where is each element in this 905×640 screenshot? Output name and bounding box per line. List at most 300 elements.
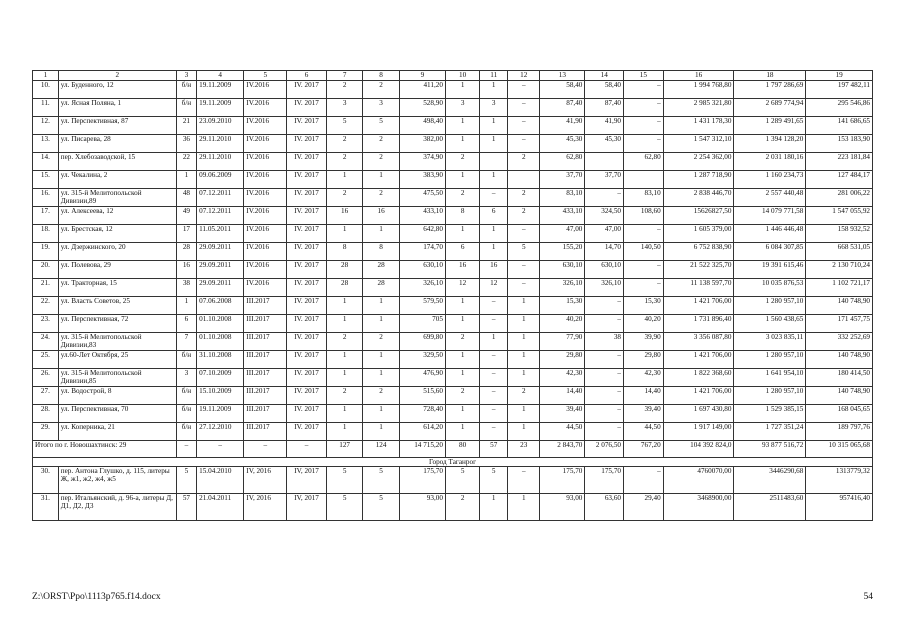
table-cell: 29,40 bbox=[624, 494, 664, 521]
table-cell: 2 bbox=[326, 189, 362, 207]
table-cell: 1 bbox=[508, 315, 540, 333]
table-cell: 1 bbox=[508, 423, 540, 441]
table-cell: 15626827,50 bbox=[663, 207, 734, 225]
table-cell: IV, 2017 bbox=[287, 494, 327, 521]
table-cell: – bbox=[508, 135, 540, 153]
table-cell: III.2017 bbox=[244, 297, 287, 315]
table-cell: 93,00 bbox=[540, 494, 585, 521]
table-cell: – bbox=[287, 441, 327, 458]
table-cell: 767,20 bbox=[624, 441, 664, 458]
table-cell: – bbox=[624, 261, 664, 279]
table-cell: б/н bbox=[176, 351, 196, 369]
table-cell: III.2017 bbox=[244, 405, 287, 423]
table-cell: 23 bbox=[508, 441, 540, 458]
table-cell: 93,00 bbox=[399, 494, 445, 521]
table-cell: 1 bbox=[326, 369, 362, 387]
table-cell: 2 bbox=[363, 135, 399, 153]
table-cell: 1 bbox=[480, 243, 508, 261]
table-cell: – bbox=[585, 351, 624, 369]
table-cell: 180 414,50 bbox=[806, 369, 873, 387]
table-cell: 6 bbox=[445, 243, 479, 261]
table-row bbox=[33, 405, 873, 423]
table-cell: IV. 2017 bbox=[287, 279, 327, 297]
table-cell: 41,90 bbox=[585, 117, 624, 135]
table-cell: 07.12.2011 bbox=[197, 207, 244, 225]
city-row bbox=[33, 458, 873, 467]
table-cell: – bbox=[197, 441, 244, 458]
table-cell: 127 bbox=[326, 441, 362, 458]
table-cell: 326,10 bbox=[399, 279, 445, 297]
table-cell: 140 748,90 bbox=[806, 297, 873, 315]
table-cell: 1 bbox=[33, 71, 59, 81]
table-cell: – bbox=[585, 297, 624, 315]
table-cell: 1 bbox=[326, 297, 362, 315]
table-cell: 16 bbox=[480, 261, 508, 279]
table-cell: 1 bbox=[326, 405, 362, 423]
table-cell: 30. bbox=[33, 467, 59, 494]
table-cell: 62,80 bbox=[540, 153, 585, 171]
table-cell: 44,50 bbox=[624, 423, 664, 441]
table-cell: 1 bbox=[508, 297, 540, 315]
table-cell bbox=[585, 153, 624, 171]
table-cell: 14,40 bbox=[540, 387, 585, 405]
table-cell: – bbox=[585, 369, 624, 387]
table-cell: 29.11.2010 bbox=[197, 135, 244, 153]
table-cell: 175,70 bbox=[540, 467, 585, 494]
table-row bbox=[33, 225, 873, 243]
table-cell: – bbox=[480, 405, 508, 423]
table-cell: IV.2016 bbox=[244, 279, 287, 297]
table-cell: 1 bbox=[445, 225, 479, 243]
table-cell: 2 689 774,94 bbox=[734, 99, 806, 117]
table-row bbox=[33, 171, 873, 189]
table-cell: 28 bbox=[363, 261, 399, 279]
table-cell: 476,90 bbox=[399, 369, 445, 387]
table-cell: IV.2016 bbox=[244, 171, 287, 189]
table-cell: б/н bbox=[176, 423, 196, 441]
table-cell: IV. 2017 bbox=[287, 135, 327, 153]
table-cell: ул. Водострой, 8 bbox=[58, 387, 176, 405]
table-cell: 5 bbox=[326, 467, 362, 494]
table-cell: 168 045,65 bbox=[806, 405, 873, 423]
table-cell bbox=[508, 171, 540, 189]
table-cell: 140 748,90 bbox=[806, 387, 873, 405]
table-cell: IV. 2017 bbox=[287, 369, 327, 387]
table-cell: IV. 2017 bbox=[287, 405, 327, 423]
table-row bbox=[33, 243, 873, 261]
table-cell: 475,50 bbox=[399, 189, 445, 207]
table-cell: 07.12.2011 bbox=[197, 189, 244, 207]
table-cell: 14 715,20 bbox=[399, 441, 445, 458]
table-cell: 1 917 149,00 bbox=[663, 423, 734, 441]
table-cell: 16 bbox=[176, 261, 196, 279]
table-cell: IV. 2017 bbox=[287, 333, 327, 351]
table-cell: 2 bbox=[58, 71, 176, 81]
table-cell: ул. Перспективная, 72 bbox=[58, 315, 176, 333]
table-cell: 38 bbox=[176, 279, 196, 297]
table-row bbox=[33, 117, 873, 135]
table-cell: 1 bbox=[363, 171, 399, 189]
table-cell: 1 560 438,65 bbox=[734, 315, 806, 333]
table-cell: б/н bbox=[176, 81, 196, 99]
table-cell: 705 bbox=[399, 315, 445, 333]
table-cell: 281 006,22 bbox=[806, 189, 873, 207]
table-cell: 28 bbox=[326, 261, 362, 279]
table-cell: 1 bbox=[363, 423, 399, 441]
table-cell: 1 bbox=[445, 351, 479, 369]
table-cell: III.2017 bbox=[244, 387, 287, 405]
table-cell: 14,40 bbox=[624, 387, 664, 405]
table-cell: 1 431 178,30 bbox=[663, 117, 734, 135]
table-cell: 1 102 721,17 bbox=[806, 279, 873, 297]
table-cell: 23. bbox=[33, 315, 59, 333]
table-cell: 37,70 bbox=[585, 171, 624, 189]
table-cell: 2 bbox=[508, 153, 540, 171]
table-cell: 11 bbox=[480, 71, 508, 81]
table-cell: III.2017 bbox=[244, 369, 287, 387]
table-cell: 5 bbox=[508, 243, 540, 261]
table-cell: 47,00 bbox=[585, 225, 624, 243]
table-cell: 104 392 824,0 bbox=[663, 441, 734, 458]
table-cell: 2 557 440,48 bbox=[734, 189, 806, 207]
table-cell: 45,30 bbox=[585, 135, 624, 153]
table-cell: III.2017 bbox=[244, 351, 287, 369]
table-cell: III.2017 bbox=[244, 423, 287, 441]
table-cell: 8 bbox=[363, 71, 399, 81]
table-cell: 63,60 bbox=[585, 494, 624, 521]
table-cell: 223 181,84 bbox=[806, 153, 873, 171]
table-cell: 140,50 bbox=[624, 243, 664, 261]
table-cell: 1 bbox=[480, 81, 508, 99]
table-cell: 515,60 bbox=[399, 387, 445, 405]
table-cell: IV. 2017 bbox=[287, 387, 327, 405]
table-cell: 11 138 597,70 bbox=[663, 279, 734, 297]
table-cell: 1 bbox=[326, 315, 362, 333]
table-cell: 31. bbox=[33, 494, 59, 521]
table-cell: 175,70 bbox=[399, 467, 445, 494]
table-cell: 4 bbox=[197, 71, 244, 81]
table-cell: 1 394 128,20 bbox=[734, 135, 806, 153]
table-cell: 2 843,70 bbox=[540, 441, 585, 458]
table-cell: 6 bbox=[287, 71, 327, 81]
table-cell: 21 bbox=[176, 117, 196, 135]
table-cell: 29.09.2011 bbox=[197, 279, 244, 297]
table-cell: 1 287 718,90 bbox=[663, 171, 734, 189]
table-cell: 5 bbox=[480, 467, 508, 494]
table-cell: 1 280 957,10 bbox=[734, 351, 806, 369]
table-cell: 16. bbox=[33, 189, 59, 207]
table-row bbox=[33, 99, 873, 117]
table-cell: 3 bbox=[176, 71, 196, 81]
table-cell: – bbox=[624, 81, 664, 99]
table-cell: 1 bbox=[508, 351, 540, 369]
table-cell: – bbox=[585, 423, 624, 441]
table-cell: 2 bbox=[363, 333, 399, 351]
table-cell: – bbox=[508, 261, 540, 279]
table-cell: 1 bbox=[326, 171, 362, 189]
table-cell: 2 838 446,70 bbox=[663, 189, 734, 207]
table-cell: 36 bbox=[176, 135, 196, 153]
table-cell: 1 160 234,73 bbox=[734, 171, 806, 189]
table-cell: IV. 2017 bbox=[287, 297, 327, 315]
table-cell: 40,20 bbox=[540, 315, 585, 333]
table-cell: 2 bbox=[326, 387, 362, 405]
table-cell: 155,20 bbox=[540, 243, 585, 261]
housing-register-table bbox=[32, 70, 873, 521]
table-cell: 3 bbox=[176, 369, 196, 387]
table-cell: 1 697 430,80 bbox=[663, 405, 734, 423]
table-cell: 16 bbox=[363, 207, 399, 225]
table-cell: – bbox=[624, 279, 664, 297]
table-cell: III.2017 bbox=[244, 315, 287, 333]
table-cell: 17. bbox=[33, 207, 59, 225]
table-cell: 2 bbox=[508, 189, 540, 207]
table-cell: 80 bbox=[445, 441, 479, 458]
table-cell: 27. bbox=[33, 387, 59, 405]
table-cell: 13. bbox=[33, 135, 59, 153]
table-cell: IV. 2017 bbox=[287, 153, 327, 171]
table-cell: IV.2016 bbox=[244, 99, 287, 117]
table-cell: 383,90 bbox=[399, 171, 445, 189]
table-cell: 19. bbox=[33, 243, 59, 261]
table-cell: – bbox=[585, 189, 624, 207]
table-cell: 3 bbox=[480, 99, 508, 117]
table-cell: 957416,40 bbox=[806, 494, 873, 521]
table-cell: 10 315 065,68 bbox=[806, 441, 873, 458]
table-cell: – bbox=[508, 225, 540, 243]
table-cell: 2 bbox=[445, 387, 479, 405]
table-cell: 29,80 bbox=[624, 351, 664, 369]
table-cell: 07.06.2008 bbox=[197, 297, 244, 315]
table-cell: 7 bbox=[326, 71, 362, 81]
table-cell: 2 bbox=[445, 189, 479, 207]
table-cell: 642,80 bbox=[399, 225, 445, 243]
table-cell: 2 bbox=[508, 207, 540, 225]
table-row bbox=[33, 279, 873, 297]
table-cell: 31.10.2008 bbox=[197, 351, 244, 369]
table-cell: – bbox=[508, 117, 540, 135]
table-cell: б/н bbox=[176, 387, 196, 405]
table-cell: ул. Буденного, 12 bbox=[58, 81, 176, 99]
table-cell: 2 130 710,24 bbox=[806, 261, 873, 279]
table-cell: 1 547 055,92 bbox=[806, 207, 873, 225]
table-cell: ул. Коперника, 21 bbox=[58, 423, 176, 441]
total-label: Итого по г. Новошахтинск: 29 bbox=[33, 441, 177, 458]
table-cell: 14,70 bbox=[585, 243, 624, 261]
table-cell: 1 bbox=[326, 225, 362, 243]
table-cell: 48 bbox=[176, 189, 196, 207]
table-cell: IV. 2017 bbox=[287, 351, 327, 369]
table-cell: 29. bbox=[33, 423, 59, 441]
table-cell: 197 482,11 bbox=[806, 81, 873, 99]
table-cell: 1 289 491,65 bbox=[734, 117, 806, 135]
table-cell: 1 bbox=[363, 351, 399, 369]
table-cell: ул. Перспективная, 70 bbox=[58, 405, 176, 423]
table-cell: 57 bbox=[176, 494, 196, 521]
table-cell: 1 822 368,60 bbox=[663, 369, 734, 387]
table-cell: 1 bbox=[445, 405, 479, 423]
table-cell: 2 bbox=[445, 153, 479, 171]
table-cell: 2 bbox=[326, 81, 362, 99]
table-cell: 433,10 bbox=[399, 207, 445, 225]
table-cell: 528,90 bbox=[399, 99, 445, 117]
table-cell: 21 522 325,70 bbox=[663, 261, 734, 279]
table-cell: 01.10.2008 bbox=[197, 315, 244, 333]
table-cell: – bbox=[508, 279, 540, 297]
table-cell: 39,90 bbox=[624, 333, 664, 351]
table-cell: 29.09.2011 bbox=[197, 243, 244, 261]
table-cell: 728,40 bbox=[399, 405, 445, 423]
table-row bbox=[33, 387, 873, 405]
table-cell: 6 084 307,85 bbox=[734, 243, 806, 261]
table-cell: 1313779,32 bbox=[806, 467, 873, 494]
table-cell: 29.09.2011 bbox=[197, 261, 244, 279]
table-cell: 23.09.2010 bbox=[197, 117, 244, 135]
table-cell: 3 bbox=[445, 99, 479, 117]
table-cell: 668 531,05 bbox=[806, 243, 873, 261]
table-cell: 141 686,65 bbox=[806, 117, 873, 135]
table-cell: 18 bbox=[734, 71, 806, 81]
table-cell: 29.11.2010 bbox=[197, 153, 244, 171]
table-cell: 1 bbox=[445, 117, 479, 135]
table-cell: 58,40 bbox=[540, 81, 585, 99]
table-cell: 15.10.2009 bbox=[197, 387, 244, 405]
table-cell: – bbox=[480, 369, 508, 387]
table-cell: 1 bbox=[176, 171, 196, 189]
table-cell: 108,60 bbox=[624, 207, 664, 225]
table-cell: 11.05.2011 bbox=[197, 225, 244, 243]
table-cell: IV.2016 bbox=[244, 153, 287, 171]
table-cell: 83,10 bbox=[624, 189, 664, 207]
table-cell: 171 457,75 bbox=[806, 315, 873, 333]
table-cell: IV. 2017 bbox=[287, 81, 327, 99]
table-cell: 411,20 bbox=[399, 81, 445, 99]
table-cell: ул. Чекалина, 2 bbox=[58, 171, 176, 189]
table-cell: 09.06.2009 bbox=[197, 171, 244, 189]
table-cell: 25. bbox=[33, 351, 59, 369]
table-cell: IV, 2016 bbox=[244, 467, 287, 494]
table-cell: 2 bbox=[326, 153, 362, 171]
table-cell: 14 bbox=[585, 71, 624, 81]
table-cell: 1 bbox=[508, 333, 540, 351]
table-cell: 62,80 bbox=[624, 153, 664, 171]
table-cell: 15.04.2010 bbox=[197, 467, 244, 494]
table-cell: 1 bbox=[480, 494, 508, 521]
table-cell: IV.2016 bbox=[244, 117, 287, 135]
table-cell: 27.12.2010 bbox=[197, 423, 244, 441]
table-cell: IV. 2017 bbox=[287, 225, 327, 243]
table-cell: 45,30 bbox=[540, 135, 585, 153]
table-cell: 41,90 bbox=[540, 117, 585, 135]
table-cell: 20. bbox=[33, 261, 59, 279]
table-cell: IV, 2017 bbox=[287, 467, 327, 494]
document-path: Z:\ORST\Ppo\1113p765.f14.docx bbox=[32, 592, 161, 602]
table-cell: 1 bbox=[363, 405, 399, 423]
table-cell: 37,70 bbox=[540, 171, 585, 189]
table-cell: – bbox=[244, 441, 287, 458]
table-cell: 19.11.2009 bbox=[197, 405, 244, 423]
table-cell: 16 bbox=[326, 207, 362, 225]
table-cell: 01.10.2008 bbox=[197, 333, 244, 351]
table-cell: 1 bbox=[480, 117, 508, 135]
table-cell: 4760070,00 bbox=[663, 467, 734, 494]
table-cell: 1 280 957,10 bbox=[734, 387, 806, 405]
table-cell: – bbox=[624, 99, 664, 117]
table-cell: 93 877 516,72 bbox=[734, 441, 806, 458]
total-row bbox=[33, 441, 873, 458]
table-cell: 295 546,86 bbox=[806, 99, 873, 117]
table-cell: 1 605 379,00 bbox=[663, 225, 734, 243]
table-cell: 2 bbox=[445, 333, 479, 351]
table-cell: 3 356 087,80 bbox=[663, 333, 734, 351]
table-cell: 5 bbox=[363, 467, 399, 494]
table-cell: ул. 315-й Мелитопольской Дивизии,83 bbox=[58, 333, 176, 351]
table-cell: 1 bbox=[445, 81, 479, 99]
table-cell: IV. 2017 bbox=[287, 315, 327, 333]
table-cell: – bbox=[480, 387, 508, 405]
table-cell: 124 bbox=[363, 441, 399, 458]
table-cell: 8 bbox=[363, 243, 399, 261]
table-cell: 189 797,76 bbox=[806, 423, 873, 441]
table-cell: 1 421 706,00 bbox=[663, 351, 734, 369]
table-cell: ул.60-Лет Октября, 25 bbox=[58, 351, 176, 369]
table-row bbox=[33, 153, 873, 171]
table-cell: 1 bbox=[480, 171, 508, 189]
table-cell: 1 bbox=[445, 297, 479, 315]
table-cell: 153 183,90 bbox=[806, 135, 873, 153]
table-cell: 10 035 876,53 bbox=[734, 279, 806, 297]
table-cell: 38 bbox=[585, 333, 624, 351]
table-cell: 24. bbox=[33, 333, 59, 351]
table-cell bbox=[624, 171, 664, 189]
table-cell: 44,50 bbox=[540, 423, 585, 441]
table-cell: 13 bbox=[540, 71, 585, 81]
table-cell: 12 bbox=[445, 279, 479, 297]
table-cell: 158 932,52 bbox=[806, 225, 873, 243]
table-cell: 21.04.2011 bbox=[197, 494, 244, 521]
table-cell: ул. 315-й Мелитопольской Дивизии,85 bbox=[58, 369, 176, 387]
table-cell: пер. Итальянский, д. 96-а, литеры Д, Д1, Д2, Д3 bbox=[58, 494, 176, 521]
table-cell: 1 bbox=[445, 171, 479, 189]
table-cell: IV.2016 bbox=[244, 243, 287, 261]
table-cell: 579,50 bbox=[399, 297, 445, 315]
table-cell: 5 bbox=[326, 117, 362, 135]
table-cell: 1 bbox=[363, 369, 399, 387]
table-cell: 1 547 312,10 bbox=[663, 135, 734, 153]
table-cell: 42,30 bbox=[540, 369, 585, 387]
table-cell: 1 bbox=[445, 315, 479, 333]
table-cell: 17 bbox=[176, 225, 196, 243]
table-cell: 1 280 957,10 bbox=[734, 297, 806, 315]
table-cell: 3446290,68 bbox=[734, 467, 806, 494]
table-cell: 1 bbox=[445, 423, 479, 441]
table-row bbox=[33, 297, 873, 315]
table-cell: 6 bbox=[176, 315, 196, 333]
table-cell: 5 bbox=[363, 117, 399, 135]
table-cell: 2 bbox=[363, 387, 399, 405]
table-cell: 7 bbox=[176, 333, 196, 351]
table-cell: 5 bbox=[445, 467, 479, 494]
table-cell: 1 727 351,24 bbox=[734, 423, 806, 441]
table-cell: – bbox=[624, 117, 664, 135]
table-cell: 14. bbox=[33, 153, 59, 171]
table-cell: 29,80 bbox=[540, 351, 585, 369]
table-cell: 10. bbox=[33, 81, 59, 99]
table-cell: 5 bbox=[244, 71, 287, 81]
table-cell: III.2017 bbox=[244, 333, 287, 351]
table-cell: 1 bbox=[445, 135, 479, 153]
table-cell: ул. Дзержинского, 20 bbox=[58, 243, 176, 261]
